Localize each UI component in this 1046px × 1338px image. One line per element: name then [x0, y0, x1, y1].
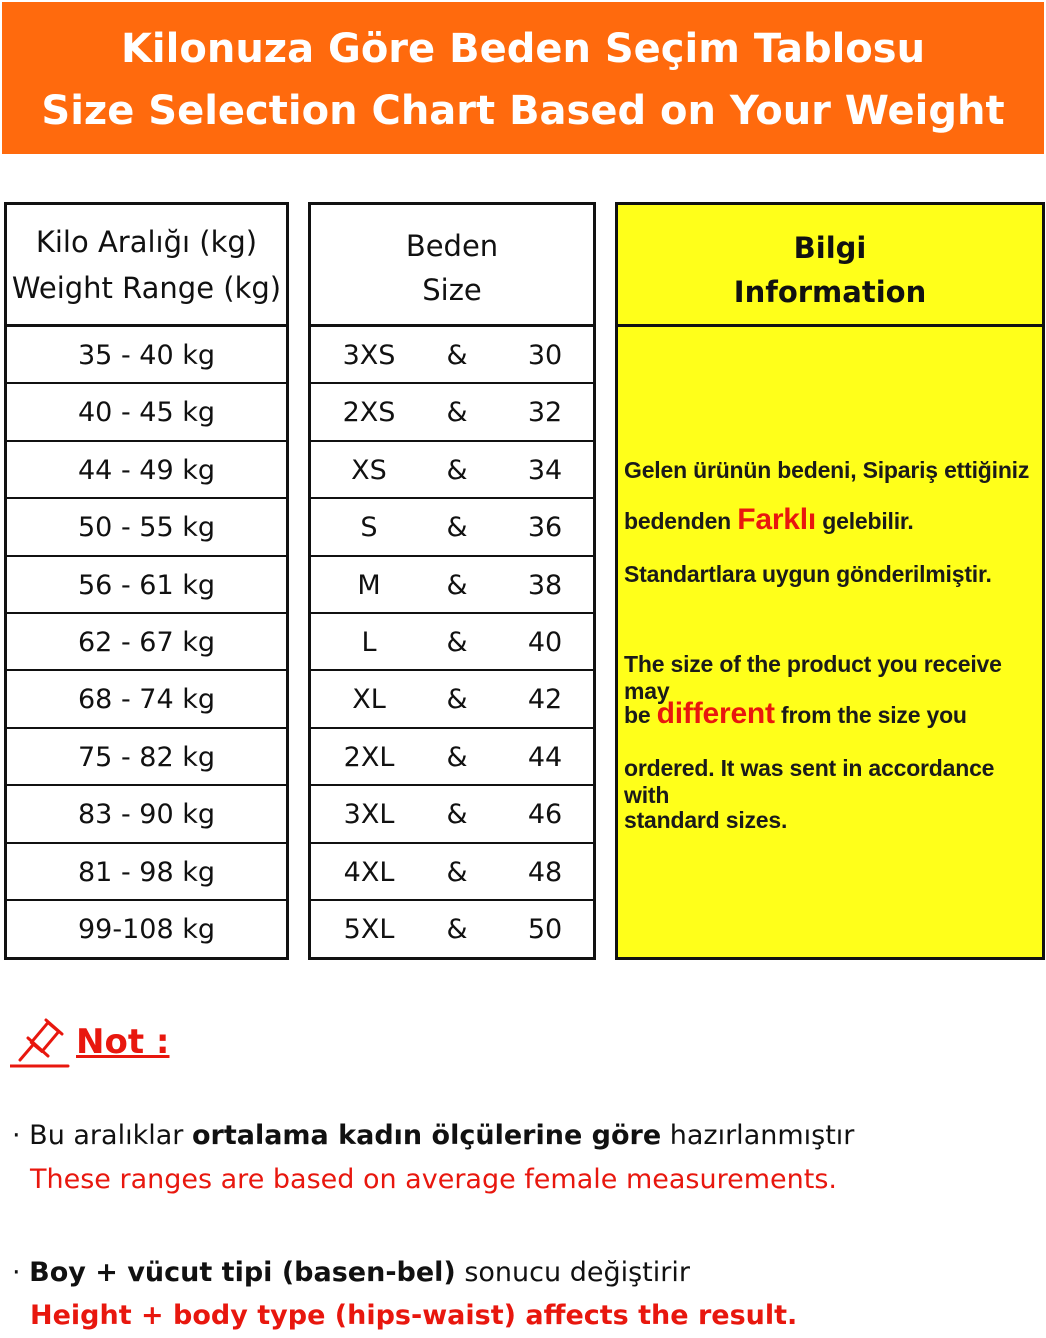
- note-b1-b: hazırlanmıştır: [661, 1120, 855, 1151]
- size-letter: 2XL: [343, 741, 395, 773]
- size-row: [311, 901, 593, 958]
- weight-row: 35 - 40 kg: [7, 327, 286, 384]
- size-number: 42: [527, 684, 563, 716]
- title-english: Size Selection Chart Based on Your Weight: [41, 88, 1005, 134]
- size-letter: 3XL: [343, 799, 395, 831]
- size-letter: XL: [352, 684, 386, 716]
- bullet-dot: ·: [12, 1120, 30, 1151]
- size-separator: &: [446, 512, 468, 544]
- size-number: 36: [527, 512, 563, 544]
- weight-row: 99-108 kg: [78, 914, 215, 945]
- size-separator: &: [446, 454, 468, 486]
- size-row: [311, 614, 593, 671]
- info-tr-line2-b: gelebilir.: [816, 508, 914, 534]
- weight-header-tr: Kilo Aralığı (kg): [35, 225, 258, 259]
- size-separator: &: [446, 856, 468, 888]
- size-letter: 3XS: [342, 340, 396, 371]
- size-number: 40: [527, 627, 563, 658]
- size-header-tr: Beden: [405, 229, 499, 263]
- size-number: 38: [527, 569, 563, 601]
- info-header-en: Information: [733, 275, 927, 309]
- size-separator: &: [446, 569, 468, 601]
- size-separator: &: [446, 627, 468, 658]
- size-header: [311, 205, 593, 327]
- bullet-dot: ·: [12, 1257, 30, 1288]
- size-number: 34: [527, 454, 563, 486]
- weight-row: 81 - 98 kg: [7, 844, 286, 901]
- info-en-line2-a: be: [624, 702, 657, 728]
- info-header: [618, 205, 1042, 327]
- info-en-line4: standard sizes.: [624, 807, 788, 833]
- note-bullet-2: [12, 1257, 690, 1288]
- size-row: [311, 327, 593, 384]
- pin-icon: [10, 1016, 70, 1077]
- note-title: Not :: [76, 1022, 170, 1062]
- title-banner: [2, 2, 1044, 154]
- size-header-en: Size: [422, 273, 482, 307]
- size-number: 46: [527, 799, 563, 831]
- weight-header-en: Weight Range (kg): [11, 271, 282, 305]
- info-en-line1: The size of the product you receive may: [624, 651, 1002, 704]
- weight-row: 83 - 90 kg: [7, 786, 286, 843]
- weight-row: 50 - 55 kg: [7, 499, 286, 556]
- info-tr-line2: [624, 503, 1042, 537]
- size-letter: M: [357, 569, 381, 601]
- size-letter: 4XL: [343, 856, 395, 888]
- size-letter: XS: [351, 454, 387, 486]
- size-separator: &: [446, 684, 468, 716]
- size-row: [311, 844, 593, 901]
- note-b1-a: Bu aralıklar: [29, 1120, 192, 1151]
- weight-header: [7, 205, 286, 327]
- size-row: [311, 499, 593, 556]
- size-number: 32: [527, 397, 563, 429]
- size-row: [311, 671, 593, 728]
- info-tr-line2-a: bedenden: [624, 508, 738, 534]
- weight-row: 44 - 49 kg: [7, 442, 286, 499]
- info-en-line2: [624, 697, 1042, 731]
- size-row: [311, 384, 593, 441]
- note-b2-bold: Boy + vücut tipi (basen-bel): [29, 1257, 456, 1288]
- note-bullet-1-en: These ranges are based on average female measurements.: [30, 1164, 837, 1195]
- size-letter: S: [360, 512, 378, 544]
- info-en-line3: ordered. It was sent in accordance with: [624, 755, 995, 808]
- size-table: [308, 202, 596, 960]
- note-b1-bold: ortalama kadın ölçülerine göre: [191, 1120, 662, 1151]
- size-number: 50: [527, 914, 563, 945]
- size-separator: &: [446, 741, 468, 773]
- weight-row: 68 - 74 kg: [7, 671, 286, 728]
- weight-row: 62 - 67 kg: [7, 614, 286, 671]
- size-row: [311, 557, 593, 614]
- size-letter: 2XS: [342, 397, 396, 429]
- note-bullet-2-en: Height + body type (hips-waist) affects the result.: [30, 1300, 798, 1331]
- info-en-line2-b: from the size you: [774, 702, 967, 728]
- weight-row: 56 - 61 kg: [7, 557, 286, 614]
- size-separator: &: [446, 914, 468, 945]
- size-separator: &: [446, 397, 468, 429]
- size-number: 48: [527, 856, 563, 888]
- info-tr-line1: Gelen ürünün bedeni, Sipariş ettiğiniz: [624, 457, 1030, 483]
- weight-row: 40 - 45 kg: [7, 384, 286, 441]
- size-separator: &: [446, 799, 468, 831]
- size-number: 30: [527, 340, 563, 371]
- size-row: [311, 442, 593, 499]
- note-bullet-1: [12, 1120, 854, 1151]
- size-row: [311, 786, 593, 843]
- info-header-tr: Bilgi: [793, 231, 867, 265]
- info-box: [615, 202, 1045, 960]
- info-en-highlight: different: [656, 697, 775, 730]
- weight-row: 75 - 82 kg: [7, 729, 286, 786]
- size-separator: &: [446, 340, 468, 371]
- title-turkish: Kilonuza Göre Beden Seçim Tablosu: [120, 26, 926, 72]
- size-row: [311, 729, 593, 786]
- weight-range-table: [4, 202, 289, 960]
- size-number: 44: [527, 741, 563, 773]
- info-tr-highlight: Farklı: [737, 503, 817, 536]
- size-letter: 5XL: [343, 914, 395, 945]
- info-tr-line3: Standartlara uygun gönderilmiştir.: [624, 561, 992, 587]
- note-b2-b: sonucu değiştirir: [455, 1257, 690, 1288]
- size-letter: L: [361, 627, 377, 658]
